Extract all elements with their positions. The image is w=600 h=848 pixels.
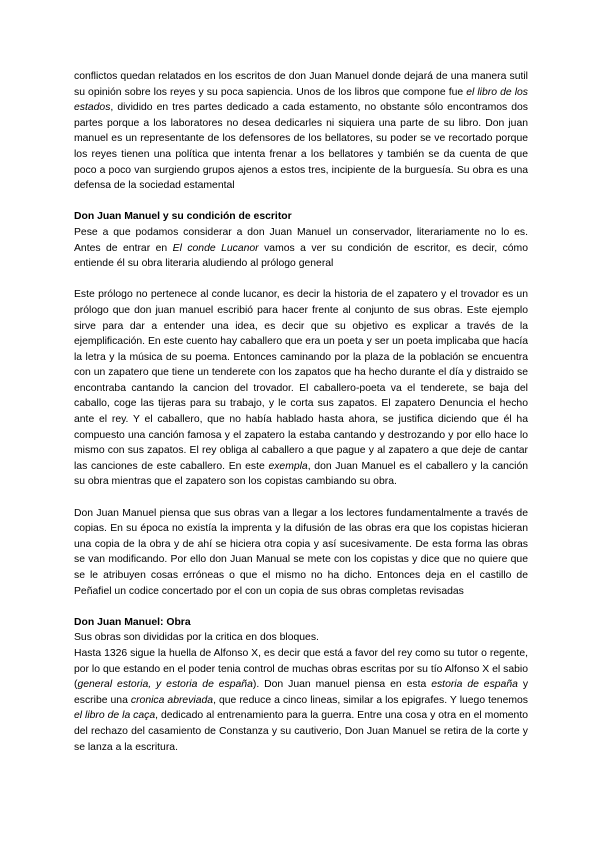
heading-obra: Don Juan Manuel: Obra	[74, 616, 191, 628]
text-run: , don Juan Manuel es el caballero y la canción su obra mientras que el zapatero son los copistas cambiando su obra.	[74, 460, 528, 488]
book-title-libro-caca: el libro de la caça	[74, 710, 156, 722]
heading-condicion-escritor: Don Juan Manuel y su condición de escritor	[74, 211, 292, 223]
text-run: conflictos quedan relatados en los escritos de don Juan Manuel donde dejará de una manera sutil su opinión sobre los reyes y su poca sapiencia. Unos de los libros que compone fue	[74, 71, 528, 98]
text-run: Este prólogo no pertenece al conde lucanor, es decir la historia de el zapatero y el trovador es un prólogo que don juan manuel escribió para hacer frente al conjunto de sus obras. Este ejemplo sirve para dar a entender una idea, es decir que su objetivo es explicar a través de la ejemplificación. En este cuento hay caballero que era un poeta y ser un poeta implicaba que hacía la letra y la música de su poema. Entonces caminando por la plaza de la población se encuentra con un zapatero que tiene un tenderete con los zapatos que ha hecho durante el día y distraido se encontraba cantando la cancion del trovador. El caballero-poeta va el tenderete, se baja del caballo, coge las tijeras para su trabajo, y le corta sus zapatos. El zapatero Denuncia el hecho ante el rey. Y el caballero, que no había hablado hasta ahora, se justifica diciendo que él ha compuesto una canción famosa y el zapatero la estaba cantando y destrozando y por ello hace lo mismo con sus zapatos. El rey obliga al caballero a que pague y al zapatero a que deje de cantar las canciones de este caballero. En este	[74, 289, 528, 472]
term-exempla: exempla	[268, 460, 308, 472]
book-title-libro-estados: el libro de los estados	[74, 86, 528, 114]
line-bloques: Sus obras son divididas por la critica en dos bloques.	[74, 632, 319, 644]
text-run: y escribe una	[74, 679, 529, 706]
book-title-cronica-abreviada: cronica abreviada	[130, 694, 214, 706]
paragraph-obra	[74, 646, 528, 755]
page-content	[74, 69, 528, 755]
text-run: vamos a ver su condición de escritor, es decir, cómo entiende él su obra literaria aludiendo al prólogo general	[74, 242, 528, 270]
book-title-conde-lucanor: El conde Lucanor	[172, 242, 259, 254]
paragraph-estamentos	[74, 69, 528, 194]
book-title-estoria-espana: estoria de españa	[431, 679, 518, 691]
text-run: Hasta 1326 sigue la huella de Alfonso X, es decir que está a favor del rey como su tutor o regente, por lo que estando en el poder tenia control de muchas obras escritas por su tío Alfonso X el sabio (	[74, 647, 528, 691]
paragraph-intro-escritor	[74, 225, 528, 272]
book-title-estorias: general estoria, y estoria de españa	[77, 679, 253, 691]
text-run: , dedicado al entrenamiento para la guerra. Entre una cosa y otra en el momento del rechazo del casamiento de Constanza y su cautiverio, Don Juan Manuel se retira de la corte y se lanza a la escritura.	[74, 710, 528, 753]
text-run: ). Don Juan manuel piensa en esta	[252, 679, 432, 691]
text-run: , dividido en tres partes dedicado a cada estamento, no obstante sólo encontramos dos partes porque a los laboratores no desea dedicarles ni siquiera una parte de su libro. Don juan manuel es un representante de los defensores de los bellatores, su poder se ve recortado porque los reyes tienen una política que intenta frenar a los bellatores y también se da cuenta de que poco a poco van surgiendo grupos ajenos a estos tres, incipiente de la burguesía. Su obra es una defensa de la sociedad estamental	[74, 102, 528, 192]
text-run: Pese a que podamos considerar a don Juan Manuel un conservador, literariamente no lo es. Antes de entrar en	[74, 226, 528, 254]
paragraph-prologo	[74, 287, 528, 490]
paragraph-copistas: Don Juan Manuel piensa que sus obras van a llegar a los lectores fundamentalmente a través de copias. En su época no existía la imprenta y la difusión de las obras era que los copistas hicieran una copia de la obra y de ahí se hiciera otra copia y así sucesivamente. De esta forma las obras se van modificando. Por ello don Juan Manual se mete con los copistas y dice que no quiere que se le atribuyen cosas erróneas o que el mismo no ha dicho. Entonces deja en el castillo de Peñafiel un codice concertado por el con un copia de sus obras completas revisadas	[74, 507, 528, 597]
text-run: , que reduce a cinco lineas, similar a los epigrafes. Y luego tenemos	[213, 694, 528, 706]
